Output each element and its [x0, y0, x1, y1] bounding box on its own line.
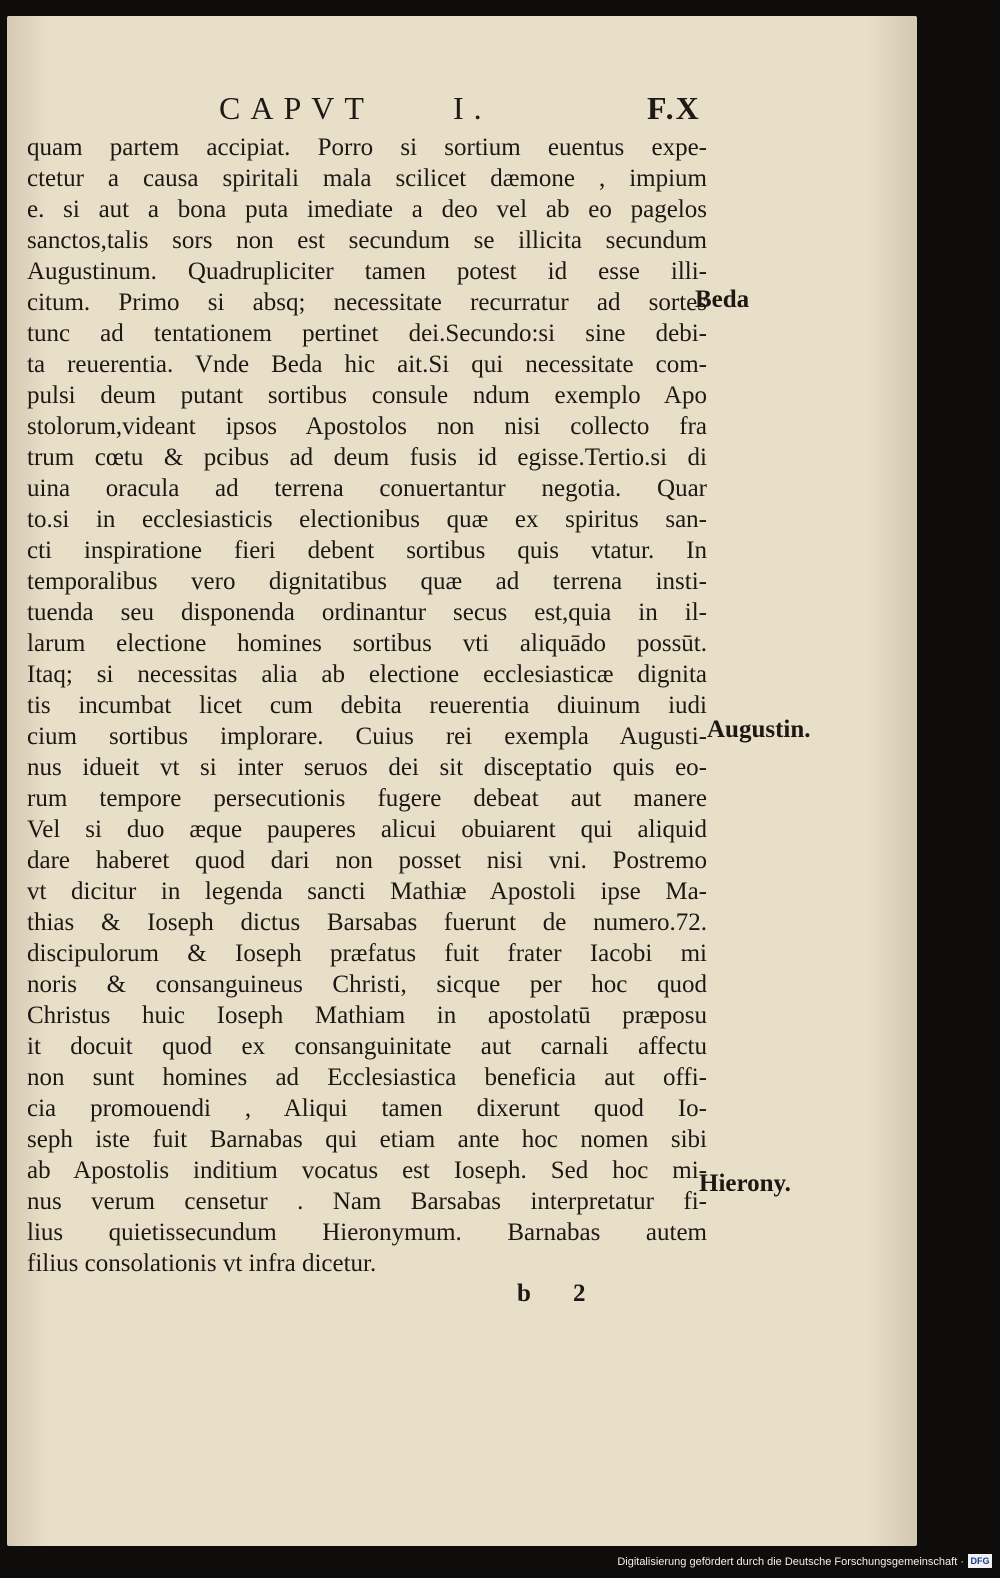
text-line: to.si in ecclesiasticis electionibus quæ ex spiritus san-: [27, 506, 707, 533]
text-line: tuenda seu disponenda ordinantur secus est,quia in il-: [27, 599, 707, 626]
book-page: [7, 16, 917, 1546]
header-caput: CAPVT: [219, 90, 374, 126]
text-line: vt dicitur in legenda sancti Mathiæ Apostoli ipse Ma-: [27, 878, 707, 905]
text-line: Augustinum. Quadrupliciter tamen potest id esse illi-: [27, 258, 707, 285]
text-line: thias & Ioseph dictus Barsabas fuerunt de numero.72.: [27, 909, 707, 936]
text-line: quam partem accipiat. Porro si sortium euentus expe-: [27, 134, 707, 161]
text-line: ab Apostolis inditium vocatus est Ioseph. Sed hoc mi-: [27, 1157, 707, 1184]
folio-number: F.X: [647, 90, 701, 126]
text-line: stolorum,videant ipsos Apostolos non nisi collecto fra: [27, 413, 707, 440]
text-line: trum cœtu & pcibus ad deum fusis id egisse.Tertio.si di: [27, 444, 707, 471]
marginal-note-beda: Beda: [695, 286, 750, 313]
text-line: ctetur a causa spiritali mala scilicet dæmone , impium: [27, 165, 707, 192]
text-line: it docuit quod ex consanguinitate aut carnali affectu: [27, 1033, 707, 1060]
header-chapter: I.: [453, 90, 492, 126]
text-line: sanctos,talis sors non est secundum se illicita secundum: [27, 227, 707, 254]
text-line: Christus huic Ioseph Mathiam in apostolatū præposu: [27, 1002, 707, 1029]
text-line: tunc ad tentationem pertinet dei.Secundo:si sine debi-: [27, 320, 707, 347]
text-line: larum electione homines sortibus vti aliquādo possūt.: [27, 630, 707, 657]
text-line: tis incumbat licet cum debita reuerentia diuinum iudi: [27, 692, 707, 719]
text-line: dare haberet quod dari non posset nisi vni. Postremo: [27, 847, 707, 874]
text-line: non sunt homines ad Ecclesiastica beneficia aut offi-: [27, 1064, 707, 1091]
text-line: noris & consanguineus Christi, sicque per hoc quod: [27, 971, 707, 998]
text-line: lius quietissecundum Hieronymum. Barnabas autem: [27, 1219, 707, 1246]
text-line: discipulorum & Ioseph præfatus fuit frater Iacobi mi: [27, 940, 707, 967]
running-header: [7, 90, 917, 130]
text-line: cti inspiratione fieri debent sortibus quis vtatur. In: [27, 537, 707, 564]
text-line: rum tempore persecutionis fugere debeat aut manere: [27, 785, 707, 812]
marginal-note-hierony: Hierony.: [699, 1170, 791, 1197]
text-line: filius consolationis vt infra dicetur.: [27, 1250, 377, 1277]
dfg-logo: DFG: [968, 1554, 992, 1568]
body-text: [27, 132, 717, 1279]
digitization-credit: Digitalisierung gefördert durch die Deutsche Forschungsgemeinschaft ·: [617, 1556, 964, 1568]
signature-letter: b: [517, 1280, 531, 1307]
text-line: nus verum censetur . Nam Barsabas interpretatur fi-: [27, 1188, 707, 1215]
text-line: e. si aut a bona puta imediate a deo vel ab eo pagelos: [27, 196, 707, 223]
signature-number: 2: [573, 1280, 586, 1307]
text-line: temporalibus vero dignitatibus quæ ad terrena insti-: [27, 568, 707, 595]
text-line: Vel si duo æque pauperes alicui obuiarent qui aliquid: [27, 816, 707, 843]
text-line: ta reuerentia. Vnde Beda hic ait.Si qui necessitate com-: [27, 351, 707, 378]
text-line: cia promouendi , Aliqui tamen dixerunt quod Io-: [27, 1095, 707, 1122]
text-line: seph iste fuit Barnabas qui etiam ante hoc nomen sibi: [27, 1126, 707, 1153]
text-line: pulsi deum putant sortibus consule ndum exemplo Apo: [27, 382, 707, 409]
marginal-note-augustin: Augustin.: [707, 716, 811, 743]
text-line: nus idueit vt si inter seruos dei sit disceptatio quis eo-: [27, 754, 707, 781]
text-line: Itaq; si necessitas alia ab electione ecclesiasticæ dignita: [27, 661, 707, 688]
text-line: citum. Primo si absq; necessitate recurratur ad sortes: [27, 289, 707, 316]
text-line: cium sortibus implorare. Cuius rei exempla Augusti-: [27, 723, 707, 750]
text-line: uina oracula ad terrena conuertantur negotia. Quar: [27, 475, 707, 502]
